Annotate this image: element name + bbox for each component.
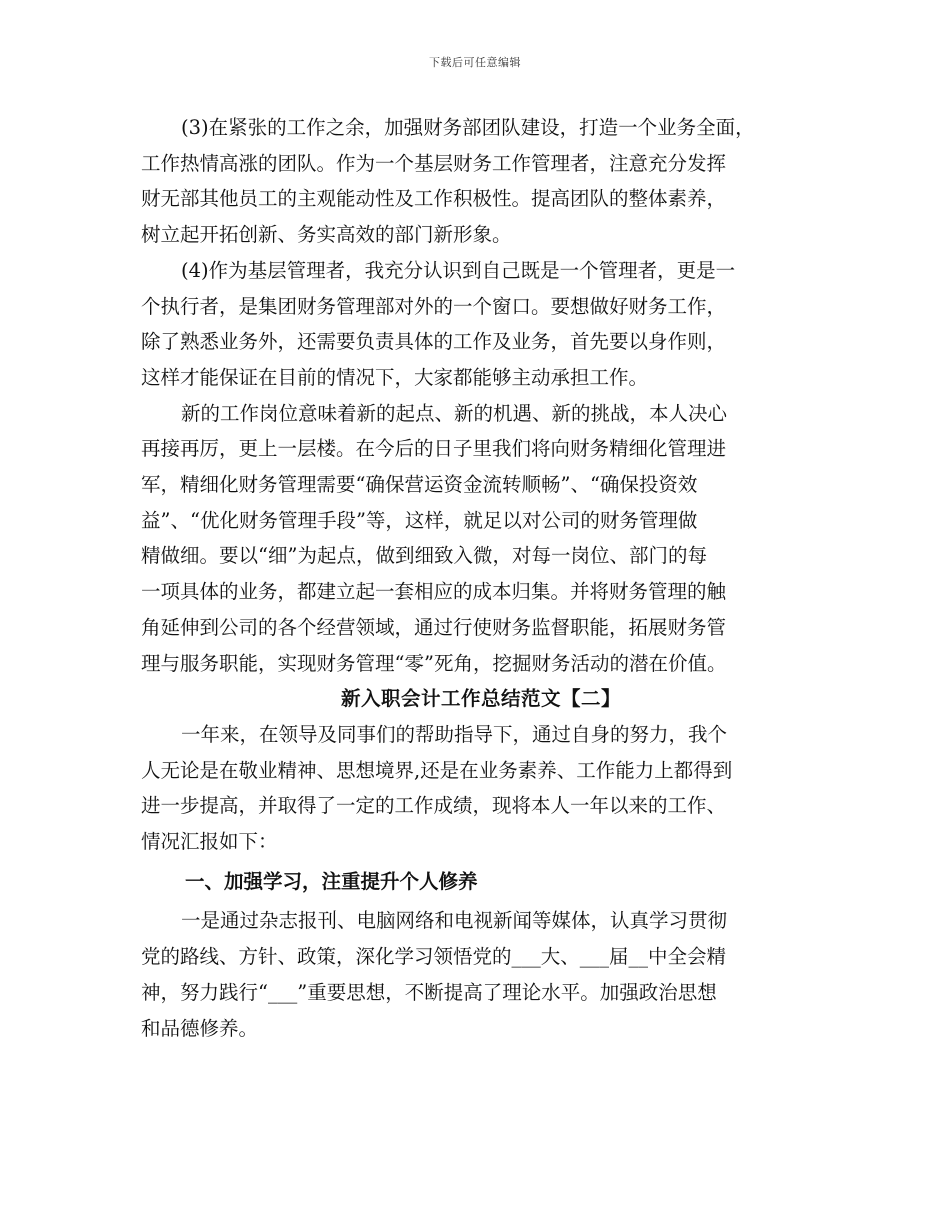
paragraph-line: 新的工作岗位意味着新的起点、新的机遇、新的挑战，本人决心 bbox=[181, 401, 728, 425]
paragraph-line: 进一步提高，并取得了一定的工作成绩，现将本人一年以来的工作、 bbox=[141, 794, 727, 818]
paragraph-line: 精做细。要以“细”为起点，做到细致入微，对每一岗位、部门的每 bbox=[141, 544, 707, 568]
paragraph-line: 个执行者，是集团财务管理部对外的一个窗口。要想做好财务工作， bbox=[141, 294, 727, 318]
paragraph-line: 一年来，在领导及同事们的帮助指导下，通过自身的努力，我个 bbox=[181, 722, 728, 746]
paragraph-3 bbox=[141, 110, 821, 253]
paragraph-new-position bbox=[141, 396, 821, 682]
paragraph-line: 树立起开拓创新、务实高效的部门新形象。 bbox=[141, 223, 512, 247]
intro-paragraph bbox=[141, 717, 821, 860]
learning-paragraph bbox=[141, 903, 821, 1046]
paragraph-line: 和品德修养。 bbox=[141, 1016, 259, 1040]
heading-learning: 一、加强学习，注重提升个人修养 bbox=[185, 869, 478, 893]
paragraph-line: 一项具体的业务，都建立起一套相应的成本归集。并将财务管理的触 bbox=[141, 580, 727, 604]
paragraph-line: (4)作为基层管理者，我充分认识到自己既是一个管理者，更是一 bbox=[181, 258, 736, 282]
header-note: 下载后可任意编辑 bbox=[429, 56, 521, 69]
paragraph-line: 再接再厉，更上一层楼。在今后的日子里我们将向财务精细化管理进 bbox=[141, 437, 727, 461]
paragraph-line: 角延伸到公司的各个经营领域，通过行使财务监督职能，拓展财务管 bbox=[141, 615, 727, 639]
paragraph-line: 情况汇报如下： bbox=[141, 830, 278, 854]
paragraph-line: 一是通过杂志报刊、电脑网络和电视新闻等媒体，认真学习贯彻 bbox=[181, 909, 728, 933]
paragraph-line: 军，精细化财务管理需要“确保营运资金流转顺畅”、“确保投资效 bbox=[141, 473, 698, 497]
paragraph-line: 人无论是在敬业精神、思想境界,还是在业务素养、工作能力上都得到 bbox=[141, 758, 733, 782]
section-title: 新入职会计工作总结范文【二】 bbox=[340, 687, 621, 711]
paragraph-line: 党的路线、方针、政策，深化学习领悟党的___大、___届__中全会精 bbox=[141, 945, 727, 969]
document-body bbox=[141, 110, 821, 1046]
paragraph-line: 工作热情高涨的团队。作为一个基层财务工作管理者，注意充分发挥 bbox=[141, 151, 727, 175]
paragraph-line: 这样才能保证在目前的情况下，大家都能够主动承担工作。 bbox=[141, 365, 649, 389]
paragraph-line: 除了熟悉业务外，还需要负责具体的工作及业务，首先要以身作则， bbox=[141, 330, 727, 354]
paragraph-4 bbox=[141, 253, 821, 396]
paragraph-line: 益”、“优化财务管理手段”等，这样，就足以对公司的财务管理做 bbox=[141, 508, 698, 532]
paragraph-line: 神，努力践行“___”重要思想，不断提高了理论水平。加强政治思想 bbox=[141, 980, 717, 1004]
paragraph-line: (3)在紧张的工作之余，加强财务部团队建设，打造一个业务全面， bbox=[181, 116, 755, 139]
paragraph-line: 理与服务职能，实现财务管理“零”死角，挖掘财务活动的潜在价值。 bbox=[141, 651, 727, 675]
paragraph-line: 财无部其他员工的主观能动性及工作积极性。提高团队的整体素养， bbox=[141, 187, 727, 211]
